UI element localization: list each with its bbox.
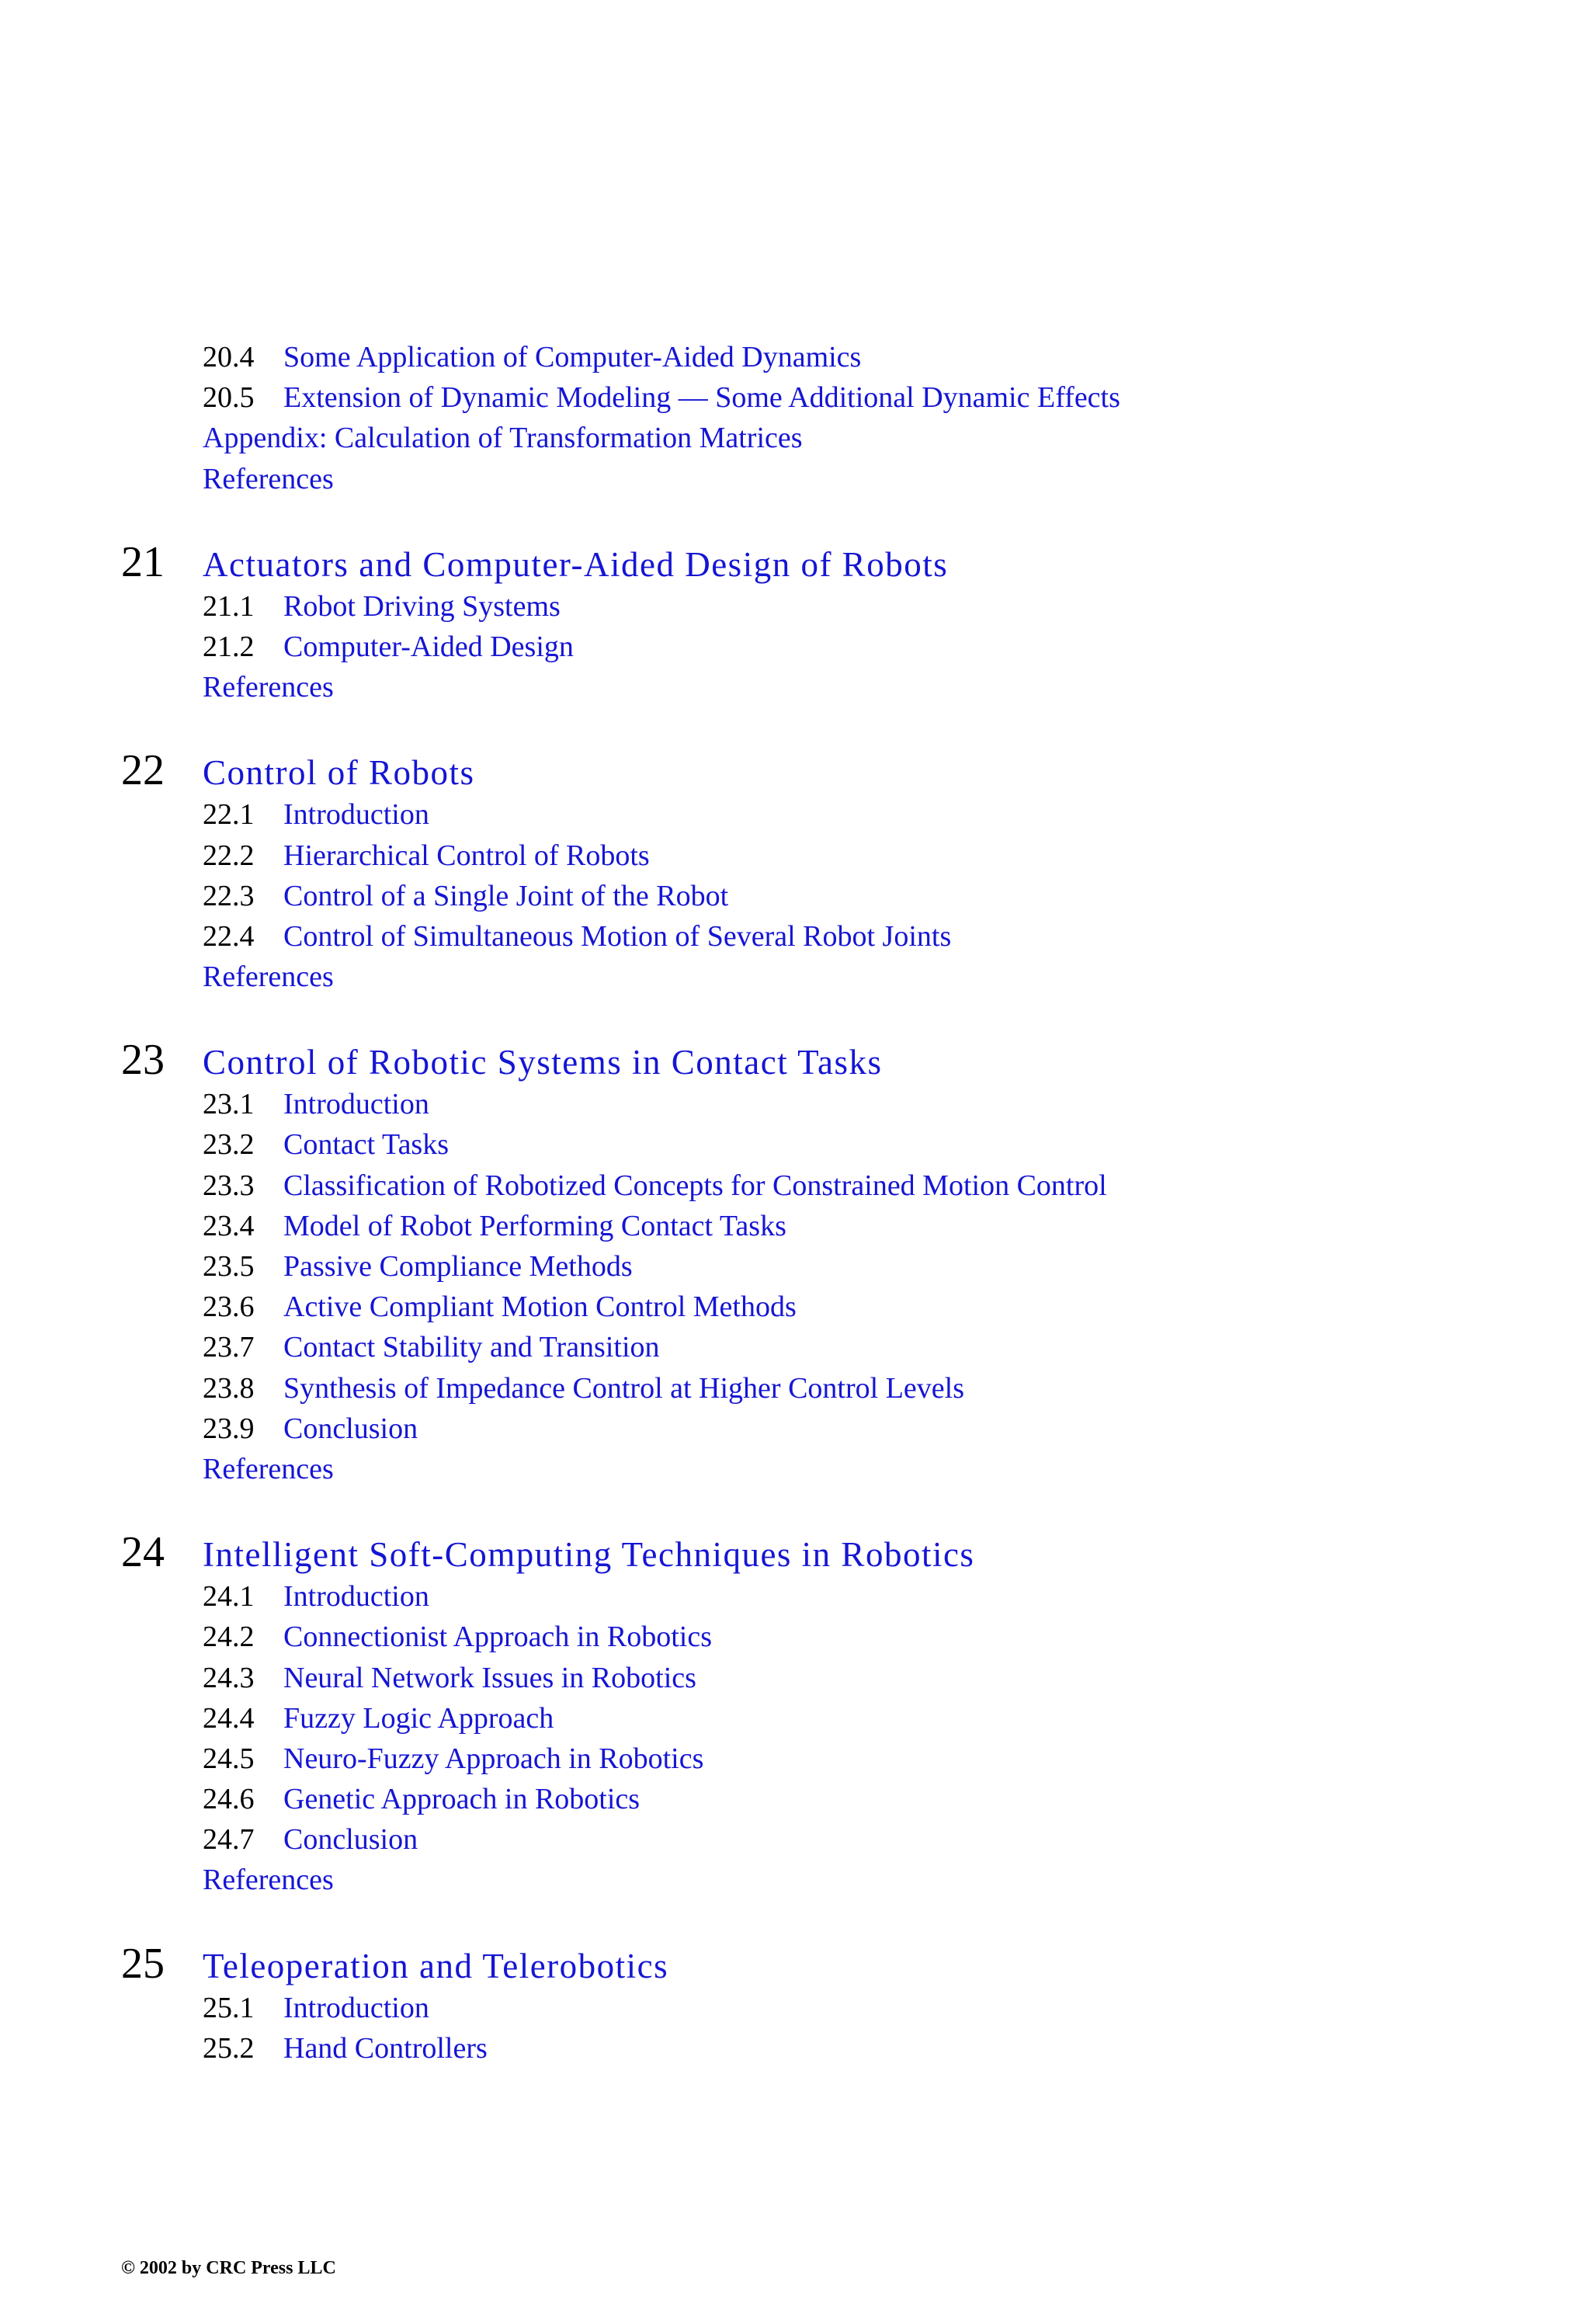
toc-entry [0, 1860, 1590, 1900]
section-title-link[interactable]: Introduction [283, 1580, 429, 1614]
chapter-heading [0, 746, 1590, 794]
section-number: 23.1 [203, 1088, 255, 1121]
toc-entry [0, 586, 1590, 627]
section-number: 22.4 [203, 919, 255, 953]
references-link[interactable]: References [203, 462, 334, 495]
section-number: 25.2 [203, 2031, 255, 2065]
toc-entry [0, 1449, 1590, 1489]
toc-entry [0, 1287, 1590, 1327]
references-link[interactable]: References [203, 671, 334, 704]
section-title-link[interactable]: Control of a Single Joint of the Robot [283, 879, 729, 912]
toc-entry [0, 1576, 1590, 1617]
section-number: 23.3 [203, 1169, 255, 1202]
section-number: 23.4 [203, 1209, 255, 1242]
section-title-link[interactable]: Classification of Robotized Concepts for Constrained Motion Control [283, 1169, 1107, 1202]
toc-entry [0, 876, 1590, 916]
section-number: 20.5 [203, 381, 255, 415]
section-title-link[interactable]: Passive Compliance Methods [283, 1250, 633, 1283]
section-number: 23.8 [203, 1371, 255, 1405]
section-title-link[interactable]: Introduction [283, 1991, 429, 2024]
section-title-link[interactable]: Introduction [283, 1088, 429, 1121]
chapter-number: 24 [121, 1528, 165, 1577]
toc-entry [0, 1779, 1590, 1819]
section-title-link[interactable]: Connectionist Approach in Robotics [283, 1621, 713, 1654]
chapter-title-link[interactable]: Intelligent Soft-Computing Techniques in Robotics [203, 1535, 975, 1575]
chapter-number: 25 [121, 1939, 165, 1988]
references-link[interactable]: References [203, 1864, 334, 1897]
section-number: 23.7 [203, 1331, 255, 1364]
chapter-title-link[interactable]: Control of Robotic Systems in Contact Tasks [203, 1043, 883, 1082]
section-title-link[interactable]: Control of Simultaneous Motion of Several Robot Joints [283, 919, 952, 953]
section-number: 24.5 [203, 1742, 255, 1775]
toc-entry [0, 377, 1590, 418]
toc-entry [0, 916, 1590, 957]
toc-entry [0, 2028, 1590, 2069]
section-number: 24.3 [203, 1661, 255, 1694]
section-title-link[interactable]: Conclusion [283, 1412, 418, 1445]
section-number: 23.2 [203, 1128, 255, 1162]
section-number: 24.2 [203, 1621, 255, 1654]
section-number: 24.1 [203, 1580, 255, 1614]
copyright-footer: © 2002 by CRC Press LLC [121, 2258, 336, 2278]
toc-entry [0, 667, 1590, 707]
toc-entry [0, 1084, 1590, 1124]
toc-entry [0, 1819, 1590, 1860]
section-title-link[interactable]: Fuzzy Logic Approach [283, 1701, 554, 1735]
toc-entry [0, 1206, 1590, 1246]
toc-chapter [0, 1940, 1590, 2069]
toc-entry [0, 1658, 1590, 1698]
toc-chapter [0, 1036, 1590, 1489]
toc-entry [0, 1327, 1590, 1367]
section-number: 22.1 [203, 798, 255, 832]
toc-entry [0, 1124, 1590, 1165]
toc-chapter [0, 337, 1590, 499]
section-number: 22.3 [203, 879, 255, 912]
toc-entry [0, 1739, 1590, 1779]
toc-entry [0, 1617, 1590, 1657]
section-title-link[interactable]: Genetic Approach in Robotics [283, 1783, 641, 1816]
section-title-link[interactable]: Computer-Aided Design [283, 630, 574, 663]
chapter-number: 21 [121, 537, 165, 586]
toc-entry [0, 337, 1590, 377]
toc-entry [0, 1409, 1590, 1449]
chapter-heading [0, 538, 1590, 586]
section-number: 21.2 [203, 630, 255, 663]
section-title-link[interactable]: Hierarchical Control of Robots [283, 839, 650, 872]
section-title-link[interactable]: Synthesis of Impedance Control at Higher Control Levels [283, 1371, 964, 1405]
section-title-link[interactable]: Extension of Dynamic Modeling — Some Additional Dynamic Effects [283, 381, 1120, 415]
section-number: 23.5 [203, 1250, 255, 1283]
section-number: 24.6 [203, 1783, 255, 1816]
section-number: 23.6 [203, 1291, 255, 1324]
section-number: 24.7 [203, 1823, 255, 1857]
table-of-contents [0, 337, 1590, 2069]
section-number: 25.1 [203, 1991, 255, 2024]
toc-entry [0, 957, 1590, 997]
section-number: 22.2 [203, 839, 255, 872]
references-link[interactable]: References [203, 961, 334, 994]
chapter-heading [0, 1036, 1590, 1084]
toc-entry [0, 835, 1590, 876]
chapter-title-link[interactable]: Control of Robots [203, 753, 475, 793]
toc-entry [0, 1698, 1590, 1739]
toc-entry [0, 459, 1590, 499]
chapter-title-link[interactable]: Teleoperation and Telerobotics [203, 1946, 669, 1985]
toc-entry [0, 627, 1590, 667]
section-number: 24.4 [203, 1701, 255, 1735]
section-title-link[interactable]: Neural Network Issues in Robotics [283, 1661, 696, 1694]
toc-chapter [0, 746, 1590, 997]
section-title-link[interactable]: Contact Stability and Transition [283, 1331, 660, 1364]
chapter-number: 23 [121, 1036, 165, 1085]
toc-entry [0, 794, 1590, 835]
toc-entry [0, 1988, 1590, 2028]
toc-chapter [0, 538, 1590, 708]
section-number: 21.1 [203, 589, 255, 623]
section-number: 20.4 [203, 341, 255, 373]
appendix-link[interactable]: Appendix: Calculation of Transformation Matrices [203, 422, 803, 455]
section-title-link[interactable]: Hand Controllers [283, 2031, 488, 2065]
chapter-heading [0, 1940, 1590, 1988]
section-title-link[interactable]: Model of Robot Performing Contact Tasks [283, 1209, 786, 1242]
toc-entry [0, 1368, 1590, 1409]
section-title-link[interactable]: Neuro-Fuzzy Approach in Robotics [283, 1742, 704, 1775]
section-title-link[interactable]: Robot Driving Systems [283, 589, 561, 623]
toc-entry [0, 1165, 1590, 1206]
section-title-link[interactable]: Contact Tasks [283, 1128, 450, 1162]
chapter-number: 22 [121, 746, 165, 795]
chapter-title-link[interactable]: Actuators and Computer-Aided Design of Robots [203, 544, 949, 584]
section-title-link[interactable]: Conclusion [283, 1823, 418, 1857]
section-title-link[interactable]: Introduction [283, 798, 429, 832]
toc-chapter [0, 1528, 1590, 1901]
section-title-link[interactable]: Active Compliant Motion Control Methods [283, 1291, 797, 1324]
section-number: 23.9 [203, 1412, 255, 1445]
section-title-link[interactable]: Some Application of Computer-Aided Dynamics [283, 341, 862, 373]
references-link[interactable]: References [203, 1452, 334, 1485]
toc-entry [0, 418, 1590, 458]
chapter-heading [0, 1528, 1590, 1576]
toc-entry [0, 1246, 1590, 1287]
